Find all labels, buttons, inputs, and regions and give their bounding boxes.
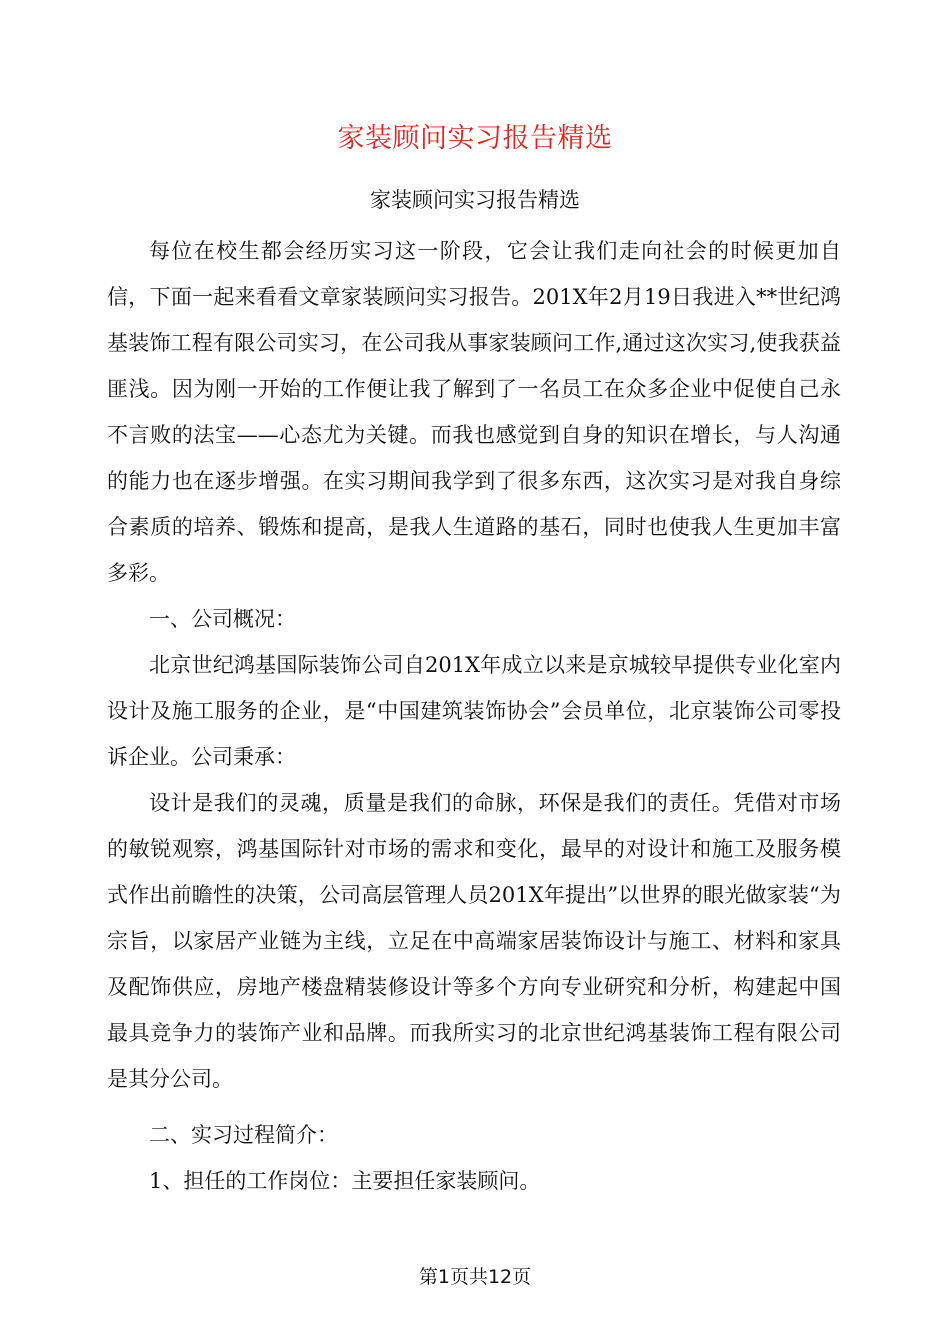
document-title: 家装顾问实习报告精选 [337,123,613,154]
paragraph-intro: 每位在校生都会经历实习这一阶段，它会让我们走向社会的时候更加自信，下面一起来看看文章家装顾问实习报告。201X年2月19日我进入**世纪鸿基装饰工程有限公司实习，在公司我从事家装顾问工作,通过这次实习,使我获益匪浅。因为刚一开始的工作便让我了解到了一名员工在众多企业中促使自己永不言败的法宝——心态尤为关键。而我也感觉到自身的知识在增长，与人沟通的能力也在逐步增强。在实习期间我学到了很多东西，这次实习是对我自身综合素质的培养、锻炼和提高，是我人生道路的基石，同时也使我人生更加丰富多彩。 [107,239,841,585]
paragraph-philosophy: 设计是我们的灵魂，质量是我们的命脉，环保是我们的责任。凭借对市场的敏锐观察，鸿基国际针对市场的需求和变化，最早的对设计和施工及服务模式作出前瞻性的决策，公司高层管理人员201X年提出”以世界的眼光做家装“为宗旨，以家居产业链为主线，立足在中高端家居装饰设计与施工、材料和家具及配饰供应，房地产楼盘精装修设计等多个方向专业研究和分析，构建起中国最具竞争力的装饰产业和品牌。而我所实习的北京世纪鸿基装饰工程有限公司是其分公司。 [107,791,841,1091]
heading-company-overview: 一、公司概况： [149,607,296,631]
paragraph-position: 1、担任的工作岗位：主要担任家装顾问。 [149,1169,541,1193]
page-number: 第1页共12页 [418,1266,532,1288]
paragraph-company: 北京世纪鸿基国际装饰公司自201X年成立以来是京城较早提供专业化室内设计及施工服务的企业，是“中国建筑装饰协会”会员单位，北京装饰公司零投诉企业。公司秉承： [107,653,841,769]
document-body [107,228,841,1204]
document-subtitle: 家装顾问实习报告精选 [370,188,580,212]
heading-internship-process: 二、实习过程简介： [149,1123,338,1147]
